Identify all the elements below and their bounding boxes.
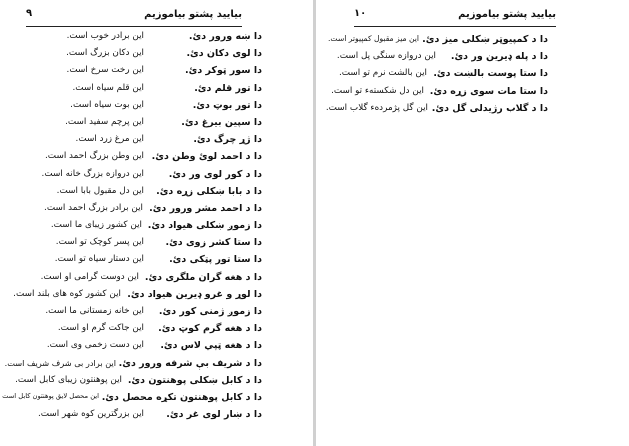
pashto-sentence: دا د کابل ښکلی پوهنتون دئ.: [127, 374, 262, 386]
farsi-translation: این دروازه سنگی پل است.: [336, 51, 436, 62]
farsi-translation: این بوت سیاه است.: [70, 99, 144, 110]
farsi-translation: این دستار سیاه تو است.: [54, 254, 144, 265]
farsi-translation: این محصل لایق پوهنتون کابل است: [2, 391, 99, 400]
pashto-sentence: دا ښه ورور دئ.: [188, 31, 262, 42]
right-page-number: ۱۰: [354, 8, 367, 19]
phrase-row: [2, 390, 262, 407]
right-phrase-list: [325, 32, 548, 118]
pashto-sentence: دا ژړ چرگ دئ.: [193, 134, 262, 146]
pashto-sentence: دا ستا کشر زوی دئ.: [165, 237, 262, 249]
left-page-header: [26, 9, 242, 25]
farsi-translation: این دل مقبول بابا است.: [56, 185, 144, 196]
right-header-rule: [354, 26, 556, 27]
pashto-sentence: دا ستا پوست بالښت دئ.: [433, 68, 548, 80]
pashto-sentence: دا د کور لوی ور دئ.: [168, 168, 262, 180]
phrase-row: [22, 252, 262, 269]
pashto-sentence: دا د هغه ټپي لاس دئ.: [160, 340, 262, 352]
farsi-translation: این پرچم سفید است.: [65, 116, 144, 127]
phrase-row: [22, 46, 262, 63]
pashto-sentence: دا د بابا ښکلی زړه دئ.: [156, 185, 262, 197]
phrase-row: [22, 29, 262, 46]
right-page: [318, 0, 629, 446]
pashto-sentence: دا د کابل پوهنتون تکړه محصل دئ.: [101, 391, 262, 403]
pashto-sentence: دا د هغه گران ملگری دئ.: [144, 271, 262, 283]
pashto-sentence: دا زموږ ژمنی کور دئ.: [158, 306, 262, 317]
left-header-rule: [26, 26, 242, 27]
phrase-row: [22, 338, 262, 355]
phrase-row: [22, 98, 262, 115]
phrase-row: [22, 270, 262, 287]
farsi-translation: این برادر خوب است.: [66, 31, 144, 41]
phrase-row: [13, 287, 262, 304]
farsi-translation: این دل شکسته‌ء تو است.: [331, 85, 424, 96]
phrase-row: [22, 201, 262, 218]
farsi-translation: این دست زخمی وی است.: [46, 340, 144, 351]
phrase-row: [22, 407, 262, 424]
pashto-sentence: دا تور قلم دئ.: [194, 82, 262, 94]
pashto-sentence: دا لوی دکان دئ.: [186, 48, 262, 60]
farsi-translation: این وطن بزرگ احمد است.: [45, 151, 144, 162]
pashto-sentence: دا تور بوټ دئ.: [192, 99, 262, 111]
pashto-sentence: دا د گلاب رژیدلی گل دئ.: [431, 102, 548, 114]
left-page: [0, 0, 312, 446]
phrase-row: [22, 81, 262, 98]
phrase-row: [15, 373, 262, 390]
left-phrase-list: [2, 29, 262, 424]
phrase-row: [22, 132, 262, 149]
pashto-sentence: دا لوړ و غرو ډیرین هیواد دئ.: [127, 288, 262, 300]
phrase-row: [22, 167, 262, 184]
farsi-translation: این مرغ زرد است.: [75, 134, 144, 145]
farsi-translation: این گل پژمرده‌ء گلاب است.: [325, 102, 428, 113]
farsi-translation: این خانه زمستانی ما است.: [45, 306, 144, 316]
left-page-title: بیایید پشتو بیاموزیم: [144, 9, 242, 20]
pashto-sentence: دا د شریف بې شرفه ورور دئ.: [118, 357, 262, 369]
pashto-sentence: دا د کمپیوټر ښکلی میز دئ.: [422, 34, 548, 45]
farsi-translation: این برادر بزرگ احمد است.: [44, 202, 143, 213]
phrase-row: [4, 356, 262, 373]
pashto-sentence: دا ستا تور پټکی دئ.: [169, 254, 262, 266]
pashto-sentence: دا د احمد لوئ وطن دئ.: [151, 151, 262, 163]
phrase-row: [338, 66, 548, 83]
farsi-translation: این دکان بزرگ است.: [66, 48, 144, 59]
farsi-translation: این کشور زیبای ما است.: [50, 220, 142, 231]
phrase-row: [22, 304, 262, 321]
page-divider: [313, 0, 316, 446]
phrase-row: [22, 218, 262, 235]
phrase-row: [331, 84, 548, 101]
right-page-header: [354, 9, 556, 25]
farsi-translation: این پوهنتون زیبای کابل است.: [15, 374, 122, 385]
pashto-sentence: دا زموږ ښکلی هیواد دئ.: [147, 220, 262, 232]
phrase-row: [22, 115, 262, 132]
phrase-row: [325, 101, 548, 118]
farsi-translation: این پسر کوچک تو است.: [55, 237, 144, 248]
pashto-sentence: دا ستا مات سوی زړه دئ.: [429, 85, 548, 97]
farsi-translation: این رخت سرخ است.: [66, 65, 144, 76]
phrase-row: [336, 49, 548, 66]
pashto-sentence: دا د احمد مشر ورور دئ.: [149, 202, 262, 214]
phrase-row: [22, 235, 262, 252]
pashto-sentence: دا د ښار لوی غر دئ.: [166, 409, 262, 421]
right-page-title: بیایید پشتو بیاموزیم: [458, 9, 556, 20]
farsi-translation: این دروازه بزرگ خانه است.: [41, 168, 144, 179]
phrase-row: [327, 32, 548, 49]
farsi-translation: این میز مقبول کمپیوتر است.: [327, 34, 419, 43]
left-page-number: ۹: [26, 8, 33, 19]
pashto-sentence: دا د پله ډیرین ور دئ.: [450, 51, 548, 63]
phrase-row: [22, 149, 262, 166]
farsi-translation: این کشور کوه های بلند است.: [13, 288, 121, 299]
farsi-translation: این جاکت گرم او است.: [57, 323, 144, 334]
farsi-translation: این دوست گرامی او است.: [40, 271, 139, 282]
farsi-translation: این قلم سیاه است.: [72, 82, 144, 93]
pashto-sentence: دا د هغه گرم کوټ دئ.: [158, 323, 262, 335]
phrase-row: [22, 321, 262, 338]
pashto-sentence: دا سور ټوکر دئ.: [185, 65, 262, 77]
farsi-translation: این بالشت نرم تو است.: [338, 68, 427, 79]
pashto-sentence: دا سپین بیرغ دئ.: [181, 116, 262, 128]
farsi-translation: این برادر بی شرف شریف است.: [4, 357, 116, 368]
phrase-row: [22, 184, 262, 201]
farsi-translation: این بزرگترین کوه شهر است.: [37, 409, 144, 420]
phrase-row: [22, 63, 262, 80]
